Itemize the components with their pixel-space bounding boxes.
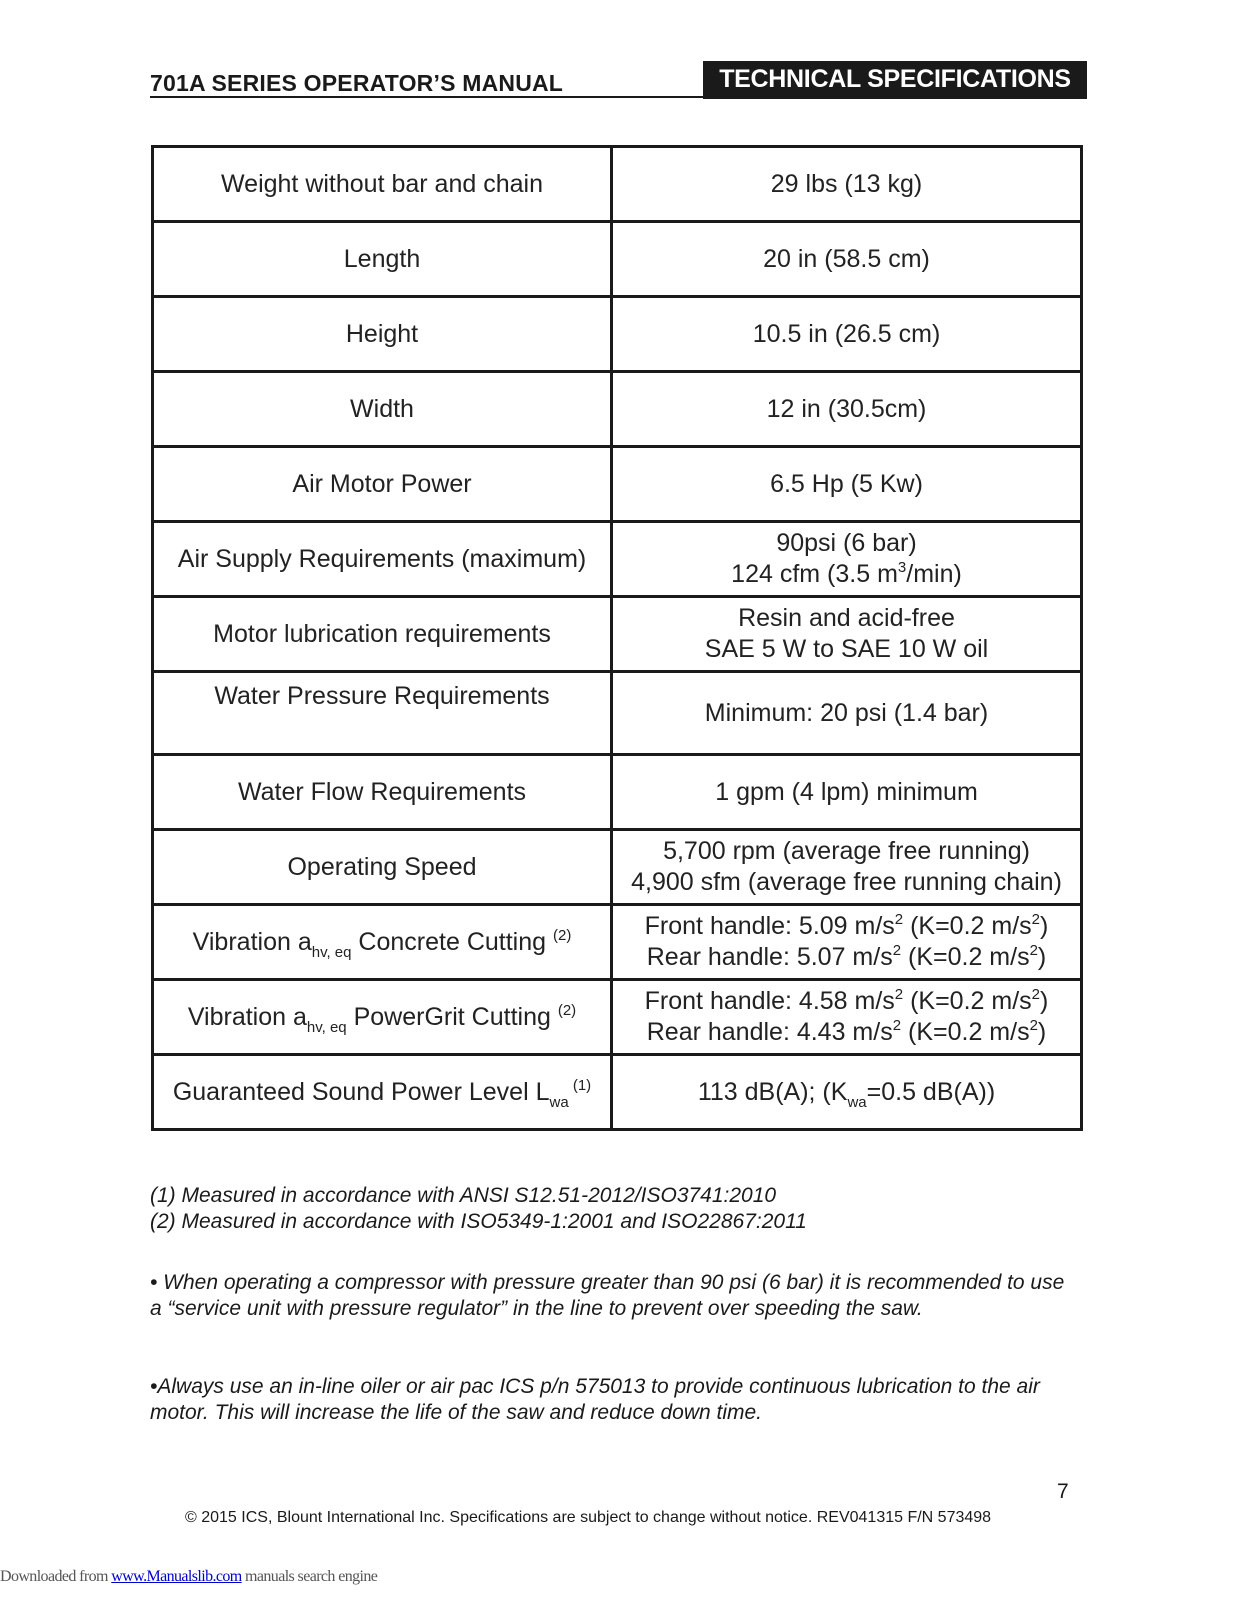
table-row bbox=[153, 755, 1082, 830]
value-text: Front handle: 4.58 m/s bbox=[644, 987, 895, 1015]
subscript: hv, eq bbox=[306, 1018, 347, 1036]
note-inline-oiler: •Always use an in-line oiler or air pac ICS p/n 575013 to provide continuous lubrication to the air motor. This will increase the life of the saw and reduce down time. bbox=[150, 1375, 1040, 1424]
table-row bbox=[153, 147, 1082, 222]
superscript: 2 bbox=[1029, 1017, 1038, 1034]
table-row bbox=[153, 980, 1082, 1055]
label-text: PowerGrit Cutting bbox=[346, 1002, 558, 1031]
value-text: ) bbox=[1037, 943, 1047, 971]
spec-value: 20 in (58.5 cm) bbox=[612, 222, 1082, 297]
spec-value: 29 lbs (13 kg) bbox=[612, 147, 1082, 222]
spec-label bbox=[153, 905, 612, 980]
value-text: Rear handle: 5.07 m/s bbox=[646, 943, 893, 971]
value-line bbox=[619, 1017, 1074, 1048]
value-text: (K=0.2 m/s bbox=[901, 1018, 1030, 1046]
spec-value bbox=[612, 905, 1082, 980]
value-text: ) bbox=[1040, 912, 1049, 940]
value-line bbox=[619, 942, 1074, 973]
spec-value: Minimum: 20 psi (1.4 bar) bbox=[612, 672, 1082, 755]
superscript: 3 bbox=[897, 559, 907, 576]
superscript: 2 bbox=[892, 942, 902, 959]
value-line: 5,700 rpm (average free running) bbox=[663, 837, 1030, 865]
label-text: Guaranteed Sound Power Level L bbox=[172, 1077, 550, 1106]
value-text: =0.5 dB(A)) bbox=[866, 1077, 996, 1106]
spec-value: 1 gpm (4 lpm) minimum bbox=[612, 755, 1082, 830]
spec-value bbox=[612, 980, 1082, 1055]
value-text: (K=0.2 m/s bbox=[903, 987, 1032, 1015]
spec-value bbox=[612, 1055, 1082, 1130]
superscript: 2 bbox=[1031, 911, 1040, 928]
specifications-table bbox=[151, 145, 1083, 1131]
superscript: 2 bbox=[892, 1017, 902, 1034]
footnote-1: (1) Measured in accordance with ANSI S12.51-2012/ISO3741:2010 bbox=[150, 1184, 777, 1207]
spec-label: Air Supply Requirements (maximum) bbox=[153, 522, 612, 597]
table-row bbox=[153, 522, 1082, 597]
subscript: wa bbox=[549, 1093, 569, 1111]
value-line: 90psi (6 bar) bbox=[776, 529, 917, 557]
spec-value: 10.5 in (26.5 cm) bbox=[612, 297, 1082, 372]
spec-label: Length bbox=[153, 222, 612, 297]
table-row bbox=[153, 597, 1082, 672]
spec-value bbox=[612, 522, 1082, 597]
value-text: (K=0.2 m/s bbox=[903, 912, 1032, 940]
spec-value bbox=[612, 597, 1082, 672]
spec-label: Motor lubrication requirements bbox=[153, 597, 612, 672]
table-row bbox=[153, 830, 1082, 905]
value-line bbox=[619, 559, 1074, 590]
spec-label: Water Flow Requirements bbox=[153, 755, 612, 830]
footnote-ref: (2) bbox=[557, 1001, 577, 1019]
table-row bbox=[153, 372, 1082, 447]
note-pressure-regulator: • When operating a compressor with pressure greater than 90 psi (6 bar) it is recommended to use a “service unit with pressure regulator” in the line to prevent over speeding the saw. bbox=[150, 1271, 1065, 1320]
value-text: /min) bbox=[906, 560, 962, 588]
footnote-ref: (2) bbox=[552, 926, 572, 944]
spec-label: Air Motor Power bbox=[153, 447, 612, 522]
value-line bbox=[619, 986, 1074, 1017]
value-text: ) bbox=[1037, 1018, 1047, 1046]
subscript: hv, eq bbox=[311, 943, 352, 961]
value-text: 113 dB(A); (K bbox=[697, 1077, 848, 1106]
value-line: Resin and acid-free bbox=[738, 604, 955, 632]
table-row bbox=[153, 905, 1082, 980]
value-line bbox=[619, 911, 1074, 942]
value-line: 4,900 sfm (average free running chain) bbox=[631, 868, 1062, 896]
value-text: ) bbox=[1040, 987, 1049, 1015]
value-line: SAE 5 W to SAE 10 W oil bbox=[704, 635, 989, 663]
superscript: 2 bbox=[894, 986, 904, 1003]
spec-value bbox=[612, 830, 1082, 905]
spec-label: Water Pressure Requirements bbox=[153, 672, 612, 755]
table-row bbox=[153, 672, 1082, 755]
copyright-line: © 2015 ICS, Blount International Inc. Specifications are subject to change without notice. REV041315 F/N 573498 bbox=[185, 1509, 992, 1526]
value-text: Rear handle: 4.43 m/s bbox=[646, 1018, 893, 1046]
footnote-2: (2) Measured in accordance with ISO5349-1:2001 and ISO22867:2011 bbox=[150, 1210, 807, 1233]
footnote-ref: (1) bbox=[568, 1076, 592, 1094]
download-prefix: Downloaded from bbox=[0, 1568, 112, 1585]
section-badge: TECHNICAL SPECIFICATIONS bbox=[703, 61, 1087, 99]
spec-label: Height bbox=[153, 297, 612, 372]
label-text: Vibration a bbox=[187, 1002, 307, 1031]
manualslib-link[interactable]: www.Manualslib.com bbox=[111, 1568, 242, 1585]
spec-label: Width bbox=[153, 372, 612, 447]
spec-label: Weight without bar and chain bbox=[153, 147, 612, 222]
superscript: 2 bbox=[1029, 942, 1038, 959]
superscript: 2 bbox=[894, 911, 904, 928]
value-text: (K=0.2 m/s bbox=[901, 943, 1030, 971]
table-row bbox=[153, 222, 1082, 297]
spec-label: Operating Speed bbox=[153, 830, 612, 905]
spec-label bbox=[153, 980, 612, 1055]
download-banner bbox=[0, 1568, 377, 1586]
spec-value: 6.5 Hp (5 Kw) bbox=[612, 447, 1082, 522]
table-row bbox=[153, 297, 1082, 372]
download-suffix: manuals search engine bbox=[241, 1568, 378, 1585]
page-number: 7 bbox=[1057, 1480, 1069, 1503]
superscript: 2 bbox=[1031, 986, 1040, 1003]
table-row bbox=[153, 447, 1082, 522]
spec-value: 12 in (30.5cm) bbox=[612, 372, 1082, 447]
footnotes bbox=[150, 1183, 807, 1235]
label-text: Vibration a bbox=[192, 927, 312, 956]
value-text: Front handle: 5.09 m/s bbox=[644, 912, 895, 940]
table-row bbox=[153, 1055, 1082, 1130]
subscript: wa bbox=[847, 1093, 867, 1111]
spec-label bbox=[153, 1055, 612, 1130]
manual-title: 701A SERIES OPERATOR’S MANUAL bbox=[150, 70, 564, 96]
value-text: 124 cfm (3.5 m bbox=[731, 560, 898, 588]
label-text: Concrete Cutting bbox=[351, 927, 553, 956]
